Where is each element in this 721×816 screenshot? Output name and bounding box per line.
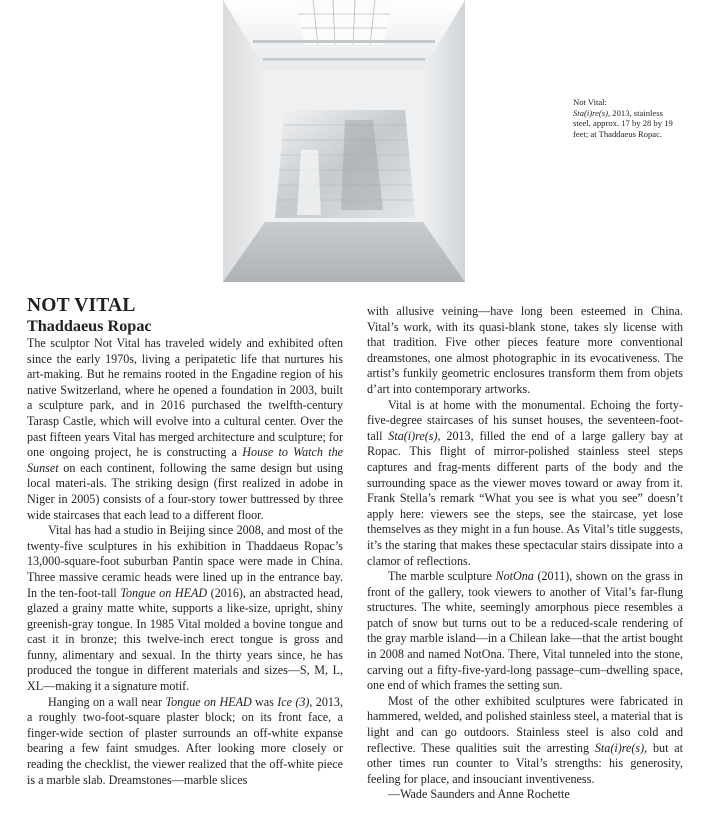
paragraph-6: Most of the other exhibited sculptures were fabricated in hammered, welded, and polished stainless steel, a material that is light and can go outdoors. Stainless steel is also cold and reflective. These qualities suit the arresting Sta(i)re(s), but at other times run counter to Vital’s strengths: his generosity, feeling for place, and insouciant inventiveness. [367, 693, 683, 786]
paragraph-3: Hanging on a wall near Tongue on HEAD was Ice (3), 2013, a roughly two-foot-square plaster block; on its front face, a finger-wide section of plaster surrounds an off-white expanse bearing a few faint smudges. After looking more closely or reading the checklist, the viewer realized that the off-white piece is a marble slab. Dreamstones—marble slices [27, 694, 344, 787]
photo-caption [573, 97, 673, 140]
article-left-column [27, 295, 343, 788]
paragraph-4: Vital is at home with the monumental. Echoing the forty-five-degree staircases of his sunset houses, the seventeen-foot-tall Sta(i)re(s), 2013, filled the end of a large gallery bay at Ropac. This flight of mirror-polished stainless steel steps captures and frag-ments different parts of the body and the surrounding space as the viewer moves toward or away from it. Frank Stella’s remark “What you see is what you see” doesn’t apply here: viewers see the steps, see the staircase, yet lose themselves as they might in a fun house. As Vital’s title suggests, it’s the staring that makes these spectacular stairs dissipate into a clamor of reflections. [367, 397, 683, 568]
gallery-photo [223, 0, 465, 282]
caption-details: , 2013, stainless steel, approx. 17 by 28 by 19 feet; at Thaddaeus Ropac. [573, 107, 673, 140]
caption-line1: Not Vital: [573, 97, 607, 107]
article-headline: NOT VITAL [27, 295, 136, 316]
article-right-column [367, 304, 683, 803]
article-venue: Thaddaeus Ropac [27, 317, 152, 335]
gallery-staircase-photo-icon [223, 0, 465, 282]
paragraph-2: Vital has had a studio in Beijing since 2008, and most of the twenty-five sculptures in his exhibition in Thaddaeus Ropac’s 13,000-square-foot suburban Pantin space were made in China. Three massive ceramic heads were lined up in the entrance bay. In the ten-foot-tall Tongue on HEAD (2016), an abstracted head, glazed a grainy matte white, supports a like-size, upright, shiny greenish-gray tongue. In 1985 Vital molded a bovine tongue and cast it in bronze; this twelve-inch erect tongue is gross and funny, alimentary and sexual. In the thirty years since, he has produced the tongue in different materials and sizes—S, M, L, XL—making it a signature motif. [27, 523, 343, 694]
caption-title: Sta(i)re(s) [573, 107, 608, 118]
author-signature: —Wade Saunders and Anne Rochette [388, 787, 570, 802]
paragraph-1: The sculptor Not Vital has traveled widely and exhibited often since the early 1970s, living a peripatetic life that nurtures his art-making. But he remains rooted in the Engadine region of his native Switzerland, where he opened a foundation in 2003, built a sculpture park, and in 2016 purchased the twelfth-century Tarasp Castle, which will evolve into a cultural center. Over the past fifteen years Vital has merged architecture and sculpture; for one ongoing project, he is constructing a House to Watch the Sunset on each continent, following the same design but using local materi-als. The striking design (first realized in adobe in Niger in 2005) consists of a four-story tower buttressed by three wide staircases that each lead to a different floor. [27, 336, 343, 522]
paragraph-3-continued: with allusive veining—have long been esteemed in China. Vital’s work, with its quasi-blank stone, takes sly license with that tradition. Five other pieces feature more conventional dreamstones, one almost photographic in its evocativeness. The artist’s funkily geometric enclosures transform them from objets d’art into contemporary artworks. [367, 304, 683, 396]
paragraph-5: The marble sculpture NotOna (2011), shown on the grass in front of the gallery, took viewers to another of Vital’s far-flung structures. The white, seemingly amorphous piece resembles a patch of snow but turns out to be a reduced-scale rendering of the gray marble island—in a Chilean lake—that the artist bought in 2008 and named NotOna. There, Vital tunneled into the stone, carving out a fifty-five-yard-long passage–cum–dwelling space, one end of which frames the setting sun. [367, 569, 684, 693]
